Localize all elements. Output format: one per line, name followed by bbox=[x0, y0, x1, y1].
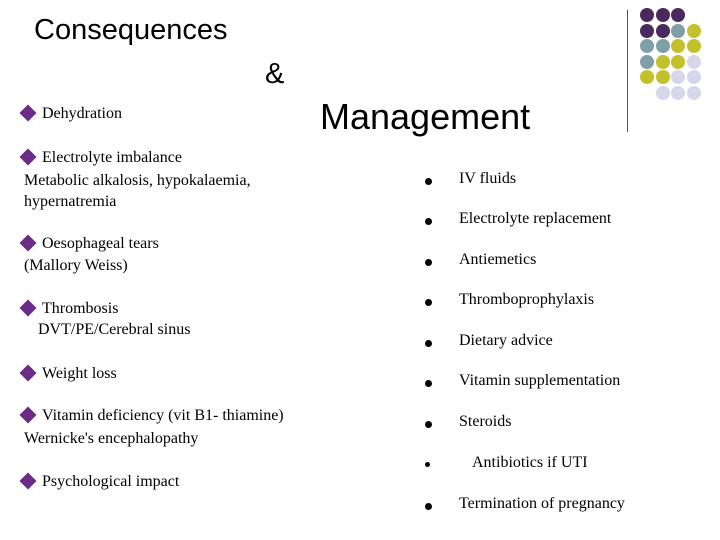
decorative-dot-icon bbox=[671, 55, 685, 69]
consequence-label: Dehydration bbox=[42, 105, 122, 122]
diamond-bullet-icon bbox=[20, 473, 37, 490]
decorative-dot-icon bbox=[687, 86, 701, 100]
management-item: IV fluids bbox=[459, 170, 517, 187]
management-item: Antiemetics bbox=[459, 251, 537, 268]
diamond-bullet-icon bbox=[20, 365, 37, 382]
bullet-dot-icon bbox=[425, 340, 432, 347]
management-item: Electrolyte replacement bbox=[459, 210, 612, 227]
management-item: Steroids bbox=[459, 413, 512, 430]
consequence-item bbox=[20, 234, 159, 254]
management-item: Thromboprophylaxis bbox=[459, 291, 595, 308]
bullet-dot-icon bbox=[425, 259, 432, 266]
diamond-bullet-icon bbox=[20, 407, 37, 424]
consequence-label: Weight loss bbox=[42, 365, 117, 382]
decorative-dot-icon bbox=[671, 70, 685, 84]
decorative-dot-icon bbox=[671, 39, 685, 53]
bullet-dot-icon bbox=[425, 380, 432, 387]
consequence-label: Psychological impact bbox=[42, 473, 180, 490]
bullet-dot-icon bbox=[425, 503, 432, 510]
decorative-dot-icon bbox=[656, 8, 670, 22]
consequence-item bbox=[20, 299, 118, 319]
management-item: Dietary advice bbox=[459, 332, 553, 349]
consequence-item bbox=[20, 406, 284, 426]
management-item: Vitamin supplementation bbox=[459, 372, 621, 389]
decorative-dot-icon bbox=[640, 39, 654, 53]
decorative-dot-icon bbox=[671, 8, 685, 22]
decorative-dot-icon bbox=[687, 39, 701, 53]
decorative-dot-icon bbox=[640, 55, 654, 69]
management-item: Antibiotics if UTI bbox=[472, 454, 588, 471]
consequence-detail: Wernicke's encephalopathy bbox=[24, 430, 199, 447]
decorative-dot-icon bbox=[640, 8, 654, 22]
management-item: Termination of pregnancy bbox=[459, 495, 625, 512]
decorative-dot-icon bbox=[656, 70, 670, 84]
consequence-label: Vitamin deficiency (vit B1- thiamine) bbox=[42, 407, 284, 424]
decorative-dot-icon bbox=[687, 70, 701, 84]
decorative-dot-icon bbox=[671, 86, 685, 100]
diamond-bullet-icon bbox=[20, 300, 37, 317]
bullet-dot-icon bbox=[425, 462, 430, 467]
bullet-dot-icon bbox=[425, 421, 432, 428]
divider-line bbox=[627, 10, 628, 132]
title-ampersand: & bbox=[265, 58, 285, 90]
decorative-dot-icon bbox=[687, 24, 701, 38]
decorative-dot-icon bbox=[671, 24, 685, 38]
consequence-label: Oesophageal tears bbox=[42, 235, 159, 252]
decorative-dot-icon bbox=[687, 55, 701, 69]
consequence-label: Thrombosis bbox=[42, 300, 119, 317]
diamond-bullet-icon bbox=[20, 105, 37, 122]
page-title: Consequences bbox=[34, 14, 228, 46]
consequence-item bbox=[20, 472, 179, 492]
consequence-item bbox=[20, 148, 182, 168]
management-heading: Management bbox=[320, 96, 531, 137]
consequence-detail: hypernatremia bbox=[24, 193, 117, 210]
bullet-dot-icon bbox=[425, 218, 432, 225]
decorative-dot-icon bbox=[656, 39, 670, 53]
bullet-dot-icon bbox=[425, 178, 432, 185]
consequence-label: Electrolyte imbalance bbox=[42, 149, 182, 166]
decorative-dot-icon bbox=[656, 86, 670, 100]
decorative-dot-icon bbox=[640, 24, 654, 38]
diamond-bullet-icon bbox=[20, 149, 37, 166]
consequence-detail: (Mallory Weiss) bbox=[24, 257, 128, 274]
decorative-dot-icon bbox=[656, 55, 670, 69]
consequence-item bbox=[20, 104, 122, 124]
decorative-dot-icon bbox=[640, 70, 654, 84]
consequence-item bbox=[20, 364, 117, 384]
bullet-dot-icon bbox=[425, 299, 432, 306]
diamond-bullet-icon bbox=[20, 235, 37, 252]
consequence-detail: Metabolic alkalosis, hypokalaemia, bbox=[24, 172, 251, 189]
consequence-detail: DVT/PE/Cerebral sinus bbox=[38, 321, 191, 338]
decorative-dot-icon bbox=[656, 24, 670, 38]
